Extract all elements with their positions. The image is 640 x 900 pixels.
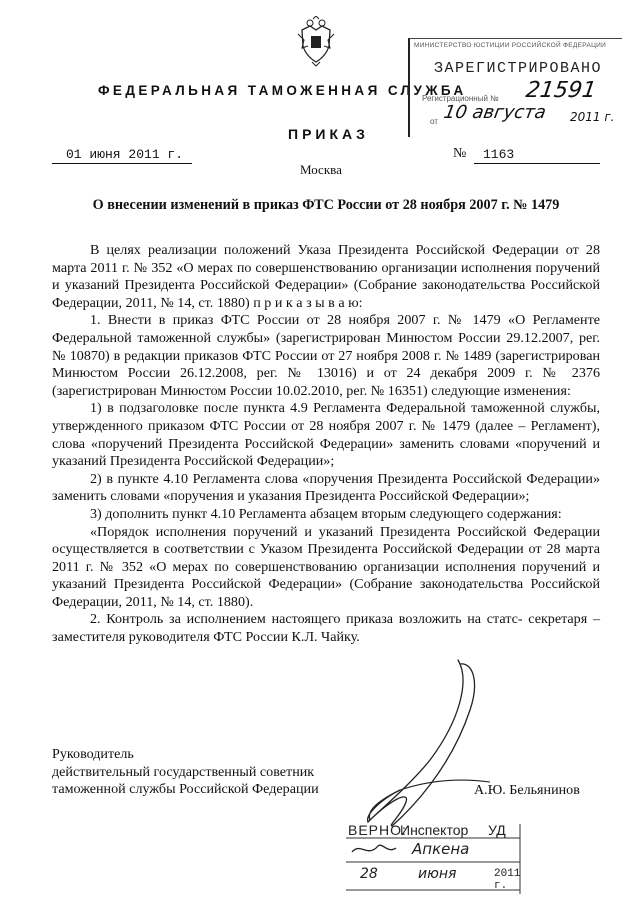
order-body — [52, 242, 600, 647]
signer-title-line3: таможенной службы Российской Федерации — [52, 781, 319, 798]
document-type: ПРИКАЗ — [288, 126, 369, 142]
body-paragraph: 1) в подзаголовке после пункта 4.9 Регламента Федеральной таможенной службы, утвержденного приказом ФТС России от 28 ноября 2007 г. № 1479 (далее – Регламент), слова «поручений Президента Российской Федерации» заменить словами «поручений и указаний Президента Российской Федерации»; — [52, 400, 600, 470]
body-paragraph: 2. Контроль за исполнением настоящего приказа возложить на статс- секретаря – заместителя руководителя ФТС России К.Л. Чайку. — [52, 611, 600, 646]
stamp-reg-number: 21591 — [524, 78, 598, 103]
order-number: 1163 — [483, 147, 515, 162]
verify-month: июня — [418, 866, 457, 882]
body-paragraph: 3) дополнить пункт 4.10 Регламента абзацем вторым следующего содержания: — [90, 505, 562, 522]
number-underline — [474, 163, 600, 164]
body-paragraph: «Порядок исполнения поручений и указаний Президента Российской Федерации осуществляется в соответствии с Указом Президента Российской Федерации от 28 марта 2011 г. № 352 «О мерах по совершенствованию организации исполнения поручений и указаний Президента Российской Федерации» (Собрание законодательства Российской Федерации, 2011, № 14, ст. 1880). — [52, 523, 600, 610]
signer-name: А.Ю. Бельянинов — [474, 782, 580, 798]
verify-handwritten-name: Апкена — [412, 840, 470, 858]
body-paragraph: В целях реализации положений Указа Президента Российской Федерации от 28 марта 2011 г. № 352 «О мерах по совершенствованию организации исполнения поручений и указаний Президента Российской Федерации» (Собрание законодательства Российской Федерации, 2011, № 14, ст. 1880) п р и к а з ы в а ю: — [52, 242, 600, 311]
verify-word: ВЕРНО: — [348, 822, 407, 838]
coat-of-arms-icon — [296, 16, 336, 68]
number-sign: № — [453, 146, 467, 161]
verify-initials: УД — [488, 822, 506, 838]
order-date: 01 июня 2011 г. — [66, 147, 184, 162]
registration-stamp — [408, 38, 622, 136]
stamp-year: 2011 г. — [570, 110, 615, 124]
stamp-reg-label: Регистрационный № — [422, 94, 499, 103]
date-underline — [52, 163, 192, 164]
signer-title-line1: Руководитель — [52, 746, 134, 762]
order-city: Москва — [300, 162, 342, 177]
body-paragraph: 1. Внести в приказ ФТС России от 28 ноября 2007 г. № 1479 «О Регламенте Федеральной таможенной службы» (зарегистрирован Минюстом России 29.12.2007, рег. № 10870) в редакции приказов ФТС России от 27 ноября 2008 г. № 1489 (зарегистрирован Минюстом России 26.12.2008, рег. № 13016) и от 24 декабря 2009 г. № 2376 (зарегистрирован Минюстом России 10.02.2010, рег. № 16351) следующие изменения: — [52, 312, 600, 399]
signer-title-line2: действительный государственный советник — [52, 763, 315, 780]
signature — [340, 650, 520, 840]
agency-name: ФЕДЕРАЛЬНАЯ ТАМОЖЕННАЯ СЛУЖБА — [98, 83, 467, 98]
stamp-org: МИНИСТЕРСТВО ЮСТИЦИИ РОССИЙСКОЙ ФЕДЕРАЦИИ — [414, 42, 607, 49]
verify-year: 2011 г. — [494, 868, 521, 892]
stamp-date: 10 августа — [442, 102, 548, 123]
verify-day: 28 — [360, 866, 378, 882]
body-paragraph: 2) в пункте 4.10 Регламента слова «поручения Президента Российской Федерации» заменить словами «поручения и указания Президента Российской Федерации»; — [52, 470, 600, 505]
stamp-title: ЗАРЕГИСТРИРОВАНО — [434, 60, 603, 77]
verify-role: Инспектор — [400, 822, 469, 838]
signature-block — [52, 746, 319, 799]
verification-stamp — [338, 816, 528, 900]
stamp-date-prefix: от — [430, 117, 438, 126]
order-subject: О внесении изменений в приказ ФТС России от 28 ноября 2007 г. № 1479 — [92, 197, 560, 213]
